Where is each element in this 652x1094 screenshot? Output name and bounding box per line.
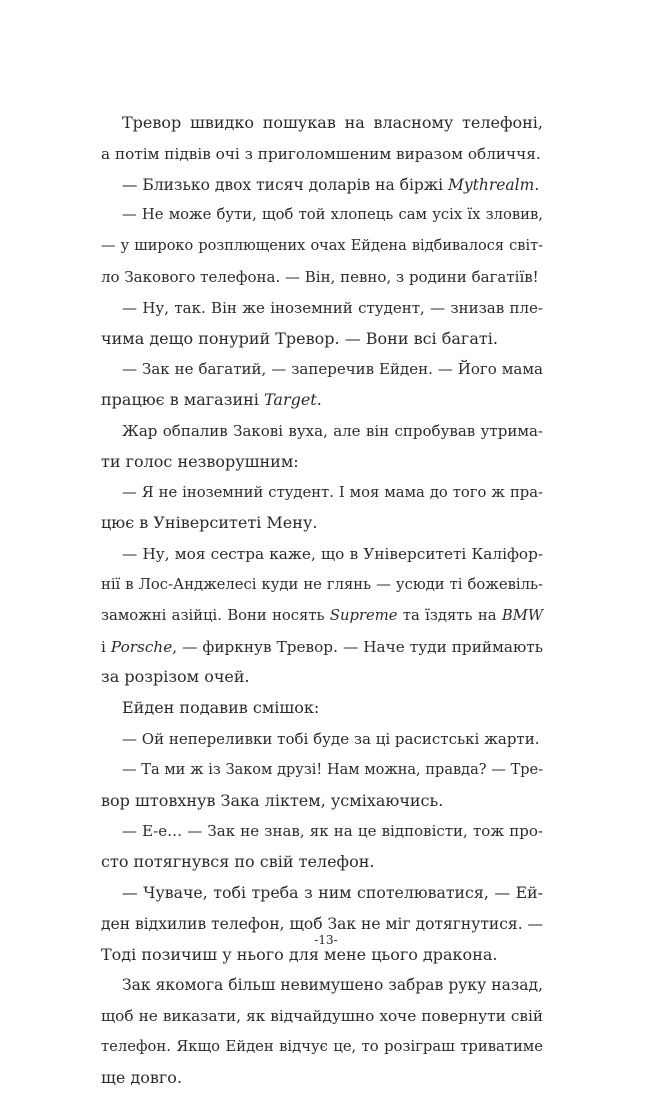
text-line (101, 293, 543, 324)
text-line (101, 108, 543, 139)
text-line (101, 385, 543, 416)
text-line (101, 847, 543, 878)
text-line (101, 878, 543, 909)
text-run: — Ой непереливки тобі буде за ці расистські жарти. (122, 729, 540, 748)
italic-term: BMW (501, 606, 543, 624)
text-line (101, 632, 543, 663)
text-line (101, 478, 543, 509)
text-run: . (316, 390, 322, 410)
text-run: Жар обпалив Закові вуха, але він спробував утрима- (122, 421, 543, 440)
text-run: нії в Лос-Анджелесі куди не глянь — усюди ті божевіль- (101, 575, 543, 593)
text-line (101, 786, 543, 817)
text-run: Ейден подавив смішок: (122, 698, 320, 718)
text-line (101, 324, 543, 355)
italic-term: Target (263, 390, 317, 410)
text-line (101, 662, 543, 693)
text-line (101, 262, 543, 293)
text-run: ден відхилив телефон, щоб Зак не міг дотягнутися. — (101, 914, 544, 933)
text-line (101, 139, 543, 170)
text-line (101, 200, 543, 231)
page-number: -13- (314, 933, 338, 947)
text-line (101, 570, 543, 601)
text-line (101, 416, 543, 447)
text-run: — у широко розплющених очах Ейдена відбивалося світ- (101, 238, 543, 255)
text-run: за розрізом очей. (101, 667, 250, 687)
text-run: — Ну, моя сестра каже, що в Університеті Каліфор- (122, 545, 543, 564)
text-run: — Та ми ж із Заком друзі! Нам можна, правда? — Тре- (122, 761, 543, 778)
text-run: — Зак не багатий, — заперечив Ейден. — Його мама (122, 360, 543, 379)
text-line (101, 970, 543, 1001)
text-run: ти голос незворушним: (101, 451, 299, 471)
text-run: та їздять на (397, 606, 502, 624)
text-run: , — фиркнув Тревор. — Наче туди приймають (172, 637, 543, 656)
text-line (101, 539, 543, 570)
text-run: ло Закового телефона. — Він, певно, з родини багатіїв! (101, 267, 539, 286)
text-run: — Ну, так. Він же іноземний студент, — знизав пле- (122, 298, 543, 317)
text-run: телефон. Якщо Ейден відчує це, то розіграш триватиме (101, 1037, 543, 1055)
italic-term: Supreme (329, 606, 398, 624)
text-run: цює в Університеті Мену. (101, 513, 318, 533)
text-run: Зак якомога більш невимушено забрав руку назад, (122, 976, 543, 995)
text-run: — Чуваче, тобі треба з ним спотелюватися, — Ей- (122, 882, 543, 902)
text-run: Тоді позичиш у нього для мене цього дракона. (101, 944, 498, 964)
text-run: — Я не іноземний студент. І моя мама до того ж пра- (122, 483, 543, 501)
text-line (101, 693, 543, 724)
text-run: сто потягнувся по свій телефон. (101, 852, 375, 872)
text-run: заможні азійці. Вони носять (101, 606, 330, 624)
text-line (101, 724, 543, 755)
text-run: щоб не виказати, як відчайдушно хоче повернути свій (101, 1007, 543, 1026)
text-line (101, 354, 543, 385)
text-line (101, 1063, 543, 1094)
text-run: — Близько двох тисяч доларів на біржі (122, 175, 448, 194)
text-line (101, 601, 543, 632)
text-line (101, 1001, 543, 1032)
text-run: ще довго. (101, 1067, 183, 1087)
text-run: працює в магазині (101, 390, 264, 410)
text-run: — Е-е… — Зак не знав, як на це відповісти, тож про- (122, 822, 543, 841)
italic-term: Mythrealm (448, 175, 535, 194)
text-line (101, 508, 543, 539)
text-line (101, 231, 543, 262)
text-run: вор штовхнув Зака ліктем, усміхаючись. (101, 790, 444, 810)
text-run: а потім підвів очі з приголомшеним виразом обличчя. (101, 144, 541, 163)
text-line (101, 755, 543, 786)
text-run: і (101, 637, 111, 656)
text-run: чима дещо понурий Тревор. — Вони всі багаті. (101, 328, 498, 348)
text-line (101, 1032, 543, 1063)
text-line (101, 170, 543, 201)
text-run: Тревор швидко пошукав на власному телефоні, (122, 113, 543, 132)
text-line (101, 816, 543, 847)
italic-term: Porsche (110, 637, 173, 656)
text-run: — Не може бути, щоб той хлопець сам усіх їх зловив, (122, 206, 543, 224)
text-line (101, 447, 543, 478)
text-run: . (534, 175, 540, 194)
